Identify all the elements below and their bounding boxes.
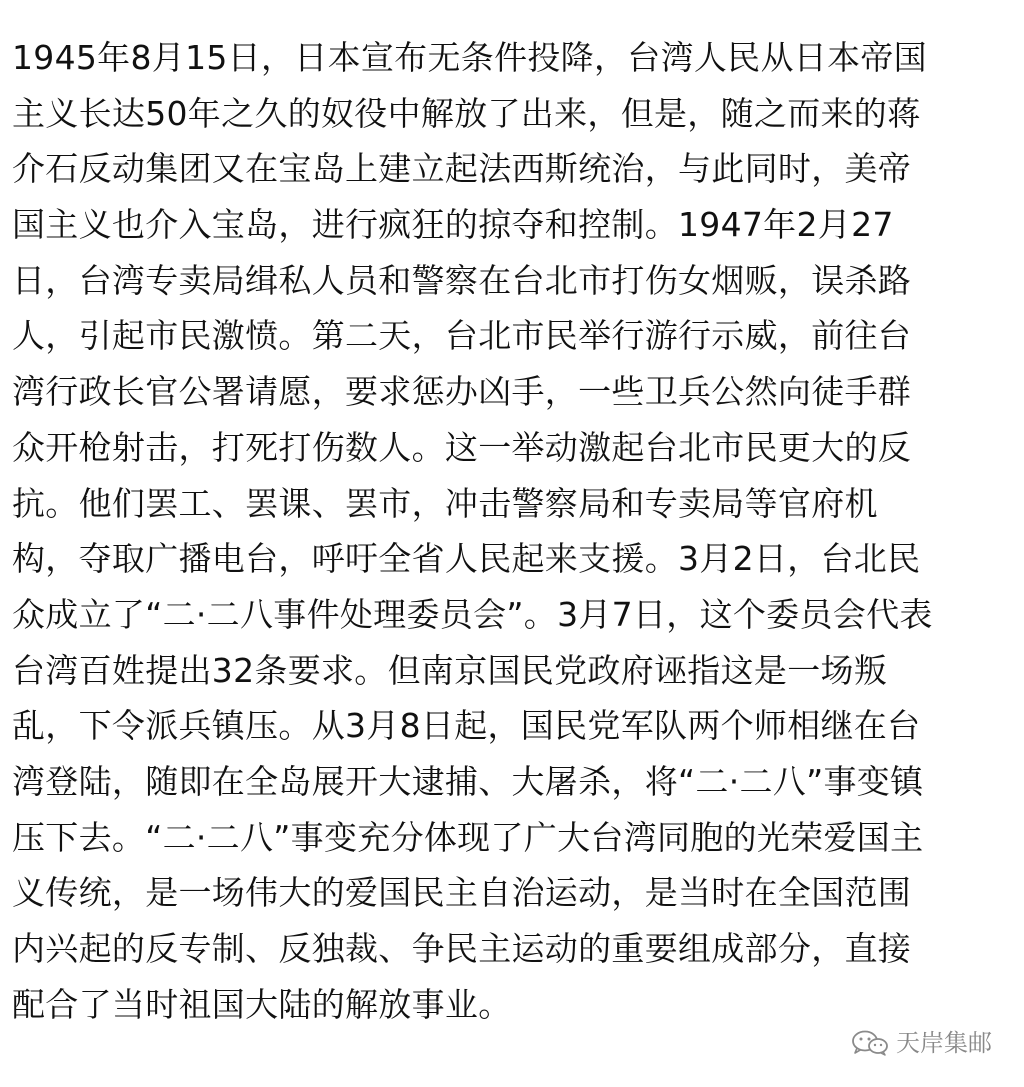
article-line: 人，引起市民激愤。第二天，台北市民举行游行示威，前往台 [12, 316, 912, 356]
article-line: 内兴起的反专制、反独裁、争民主运动的重要组成部分，直接 [12, 929, 912, 968]
article-line: 介石反动集团又在宝岛上建立起法西斯统治，与此同时，美帝 [12, 149, 912, 189]
article-line: 构，夺取广播电台，呼吁全省人民起来支援。3月2日，台北民 [12, 539, 921, 579]
article-body [12, 30, 1022, 1032]
article-line: 众开枪射击，打死打伤数人。这一举动激起台北市民更大的反 [12, 427, 912, 467]
watermark-text: 天岸集邮 [896, 1029, 992, 1057]
wechat-icon [850, 1029, 890, 1057]
article-line: 抗。他们罢工、罢课、罢市，冲击警察局和专卖局等官府机 [12, 483, 878, 523]
article-line: 湾登陆，随即在全岛展开大逮捕、大屠杀，将“二·二八”事变镇 [12, 761, 924, 801]
article-line: 1945年8月15日，日本宣布无条件投降，台湾人民从日本帝国 [12, 38, 927, 77]
article-line: 义传统，是一场伟大的爱国民主自治运动，是当时在全国范围 [12, 873, 912, 913]
article-line: 湾行政长官公署请愿，要求惩办凶手，一些卫兵公然向徒手群 [12, 372, 912, 412]
article-line: 压下去。“二·二八”事变充分体现了广大台湾同胞的光荣爱国主 [12, 817, 924, 857]
watermark [850, 1029, 992, 1057]
article-line: 主义长达50年之久的奴役中解放了出来，但是，随之而来的蒋 [12, 93, 921, 133]
article-line: 众成立了“二·二八事件处理委员会”。3月7日，这个委员会代表 [12, 594, 933, 634]
article-line: 台湾百姓提出32条要求。但南京国民党政府诬指这是一场叛 [12, 650, 888, 690]
article-line: 日，台湾专卖局缉私人员和警察在台北市打伤女烟贩，误杀路 [12, 260, 912, 300]
article-line: 配合了当时祖国大陆的解放事业。 [12, 984, 512, 1024]
article-line: 乱，下令派兵镇压。从3月8日起，国民党军队两个师相继在台 [12, 706, 921, 746]
article-line: 国主义也介入宝岛，进行疯狂的掠夺和控制。1947年2月27 [12, 205, 894, 245]
